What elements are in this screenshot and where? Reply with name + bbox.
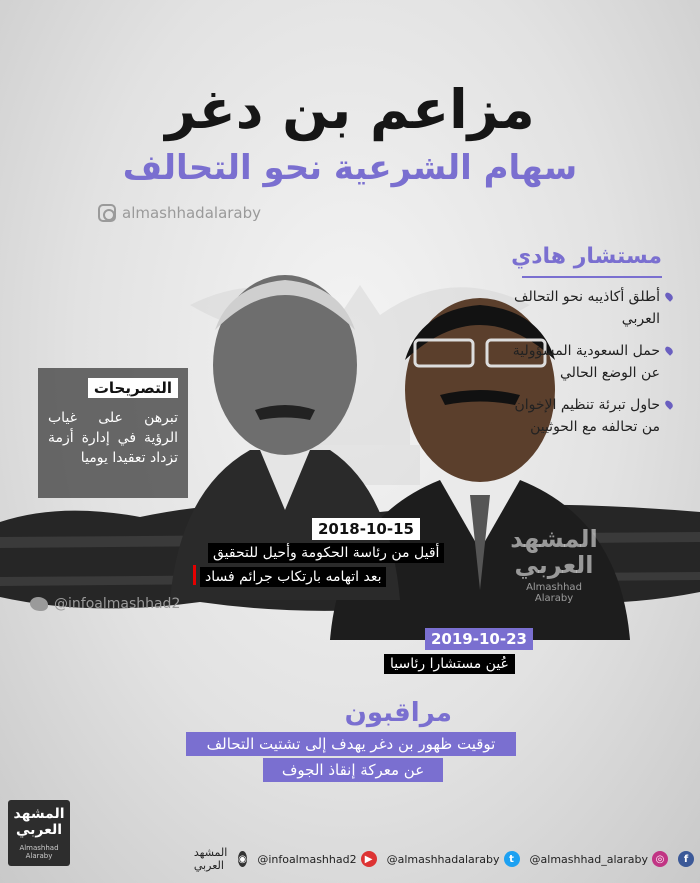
- observers-text-1: توقيت ظهور بن دغر يهدف إلى تشتيت التحالف: [186, 732, 516, 756]
- instagram-icon: [98, 204, 116, 222]
- instagram-watermark: [98, 204, 261, 222]
- instagram-handle-text: almashhadalaraby: [122, 204, 262, 222]
- advisor-list: [497, 286, 672, 448]
- footer-social-bar: [193, 846, 694, 872]
- list-item: أطلق أكاذيبه نحو التحالف العربي: [497, 286, 672, 330]
- youtube-icon: ▶: [361, 851, 377, 867]
- event-1-red-marker: [193, 565, 196, 585]
- globe-icon: ◉: [238, 851, 248, 867]
- location-pin-icon: [664, 345, 675, 356]
- advisor-heading: مستشار هادي: [511, 244, 662, 269]
- footer-site[interactable]: المشهد العربي ◉: [193, 846, 247, 872]
- statements-title: التصريحات: [88, 378, 178, 398]
- footer-twitter[interactable]: @almashhadalaraby t: [387, 851, 520, 867]
- statements-box: [38, 368, 188, 498]
- footer-facebook[interactable]: [678, 851, 694, 867]
- list-item: حاول تبرئة تنظيم الإخوان من تحالفه مع الحوثيين: [497, 394, 672, 438]
- twitter-watermark: [30, 596, 180, 612]
- event-date-2: 2019-10-23: [425, 628, 533, 650]
- twitter-icon: [30, 597, 48, 611]
- event-1-text-2: بعد اتهامه بارتكاب جرائم فساد: [200, 567, 386, 587]
- event-2-text: عُين مستشارا رئاسيا: [384, 654, 515, 674]
- list-item: حمل السعودية المسؤولية عن الوضع الحالي: [497, 340, 672, 384]
- advisor-heading-underline: [522, 276, 662, 278]
- observers-heading: مراقبون: [344, 698, 452, 728]
- observers-text-2: عن معركة إنقاذ الجوف: [263, 758, 443, 782]
- twitter-handle-text: @infoalmashhad2: [54, 596, 181, 612]
- location-pin-icon: [664, 291, 675, 302]
- footer-instagram[interactable]: @almashhad_alaraby ◎: [530, 851, 668, 867]
- footer-youtube[interactable]: @infoalmashhad2 ▶: [257, 851, 376, 867]
- location-pin-icon: [664, 399, 675, 410]
- event-1-text: أقيل من رئاسة الحكومة وأحيل للتحقيق: [208, 543, 444, 563]
- twitter-icon: t: [504, 851, 520, 867]
- main-title: مزاعم بن دغر: [165, 78, 535, 141]
- subtitle: سهام الشرعية نحو التحالف: [122, 148, 578, 188]
- brand-logo: المشهد العربي Almashhad Alaraby: [8, 800, 70, 866]
- statements-text: تبرهن على غياب الرؤية في إدارة أزمة تزداد تعقيدا يوميا: [48, 410, 178, 466]
- photo-watermark-logo: المشهد العربي Almashhad Alaraby: [510, 525, 598, 604]
- instagram-icon: ◎: [652, 851, 668, 867]
- facebook-icon: f: [678, 851, 694, 867]
- event-date-1: 2018-10-15: [312, 518, 420, 540]
